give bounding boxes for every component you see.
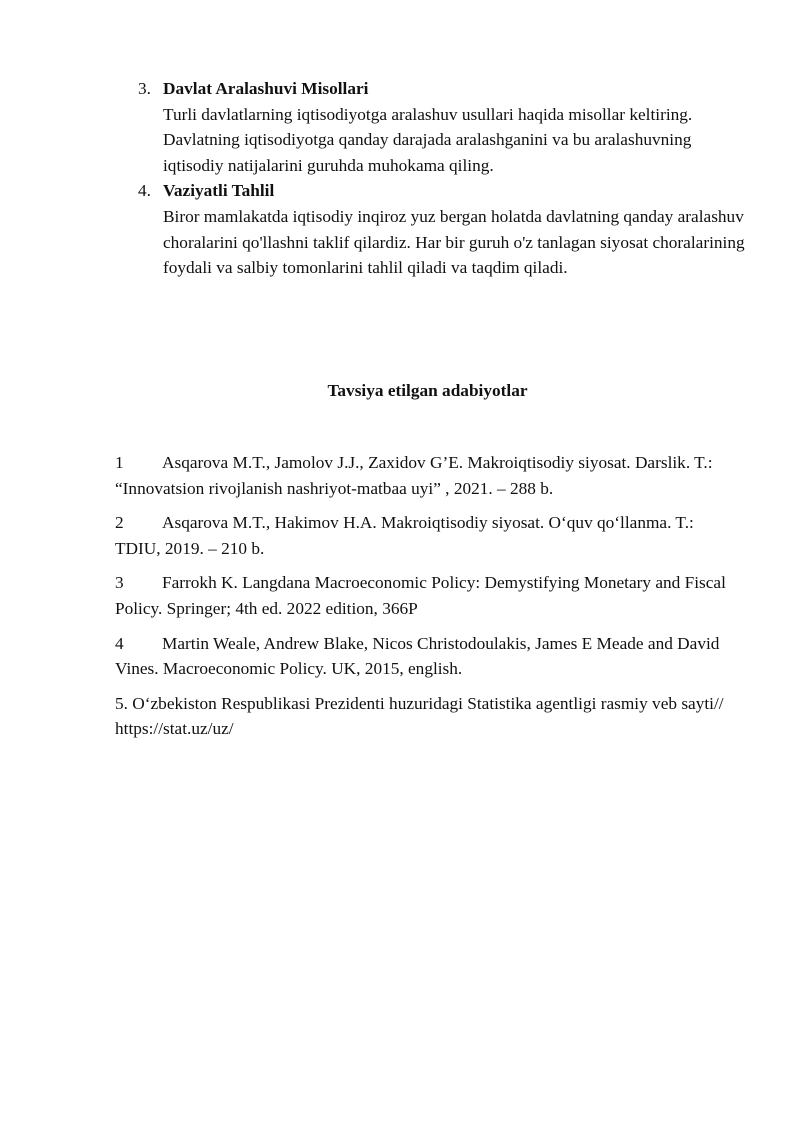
reference-item (115, 510, 735, 561)
reference-item (115, 691, 735, 742)
list-item (138, 76, 748, 178)
reference-text: 5. O‘zbekiston Respublikasi Prezidenti huzuridagi Statistika agentligi rasmiy veb sayti// https://stat.uz/uz/ (115, 693, 724, 739)
list-item-text: Biror mamlakatda iqtisodiy inqiroz yuz bergan holatda davlatning qanday aralashuv choralarini qo'llashni taklif qilardiz. Har bir guruh o'z tanlagan siyosat choralarining foydali va salbiy tomonlarini tahlil qiladi va taqdim qiladi. (163, 206, 745, 278)
references-list (115, 450, 735, 751)
list-item (138, 178, 748, 280)
list-item-number: 3. (138, 79, 151, 98)
numbered-task-list (138, 76, 748, 281)
reference-number: 3 (115, 573, 124, 593)
list-item-title: Davlat Aralashuvi Misollari (163, 79, 369, 98)
list-item-number: 4. (138, 181, 151, 201)
list-item-text: Turli davlatlarning iqtisodiyotga aralashuv usullari haqida misollar keltiring. Davlatning iqtisodiyotga qanday darajada aralashganini va bu aralashuvning iqtisodiy natijalarini guruhda muhokama qiling. (163, 104, 693, 175)
reference-text: Martin Weale, Andrew Blake, Nicos Christodoulakis, James E Meade and David Vines. Macroeconomic Policy. UK, 2015, english. (115, 633, 720, 679)
list-item-title: Vaziyatli Tahlil (163, 181, 275, 201)
reference-item (115, 570, 735, 621)
reference-number: 1 (115, 453, 124, 472)
reference-text: Asqarova M.T., Jamolov J.J., Zaxidov G’E. Makroiqtisodiy siyosat. Darslik. T.: “Innovatsion rivojlanish nashriyot-matbaa uyi” , 2021. – 288 b. (115, 453, 713, 498)
reference-number: 4 (115, 633, 124, 653)
reference-number: 2 (115, 513, 124, 533)
reference-item (115, 450, 735, 501)
reference-item (115, 631, 735, 682)
reference-text: Farrokh K. Langdana Macroeconomic Policy: Demystifying Monetary and Fiscal Policy. Springer; 4th ed. 2022 edition, 366P (115, 573, 726, 618)
reference-text: Asqarova M.T., Hakimov H.A. Makroiqtisodiy siyosat. O‘quv qo‘llanma. T.: TDIU, 2019. – 210 b. (115, 513, 694, 558)
references-heading: Tavsiya etilgan adabiyotlar (327, 381, 528, 400)
